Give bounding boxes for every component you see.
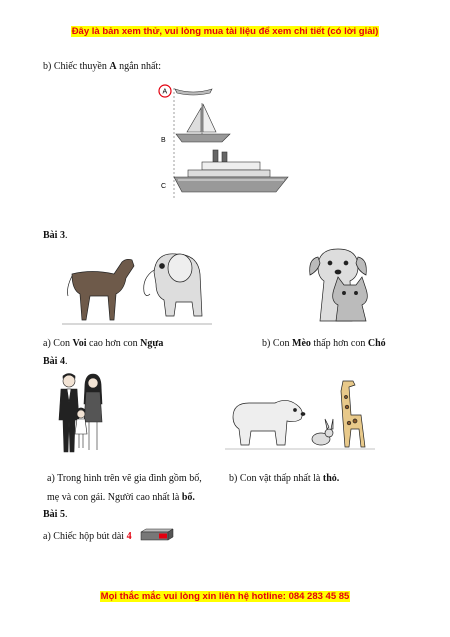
bottom-banner — [0, 590, 450, 604]
bai5-a-answer: 4 — [126, 531, 132, 542]
top-banner-text: Đây là bản xem thử, vui lòng mua tài liệu để xem chi tiết (có lời giải) — [71, 26, 379, 37]
bai3-a-animal2: Ngựa — [140, 338, 164, 349]
bai4-b-prefix: b) Con vật thấp nhất là — [229, 473, 323, 484]
bai5-title-dot: . — [64, 509, 68, 520]
pencil-case-icon — [140, 528, 174, 541]
boats-figure — [150, 80, 300, 205]
bai4-answer-b — [229, 472, 339, 485]
bai3-title — [43, 229, 67, 242]
bai4-a-line2-prefix: mẹ và con gái. Người cao nhất là — [47, 492, 182, 503]
boat-label-a: A — [162, 88, 168, 96]
bear-rabbit-giraffe-figure — [225, 377, 375, 457]
bear-icon — [233, 400, 305, 445]
bai4-title-dot: . — [64, 356, 68, 367]
boat-question-letter: A — [109, 61, 117, 72]
rabbit-icon — [312, 419, 333, 445]
bai3-answer-b — [262, 337, 386, 350]
bai4-title — [43, 355, 67, 368]
bai5-title — [43, 508, 67, 521]
bai4-answer-a-line2 — [47, 491, 195, 504]
bai4-a-answer: bố. — [181, 492, 195, 503]
bai3-a-middle: cao hơn con — [86, 338, 141, 349]
horse-icon — [68, 259, 135, 320]
bottom-banner-text: Mọi thắc mắc vui lòng xin liên hệ hotline: 084 283 45 85 — [100, 591, 350, 602]
giraffe-icon — [341, 381, 365, 447]
top-banner — [0, 25, 450, 39]
bai3-a-prefix: a) Con — [43, 338, 73, 349]
bai4-title-text: Bài 4 — [43, 356, 65, 367]
dog-cat-figure — [300, 245, 385, 325]
canoe-a-icon — [175, 89, 212, 95]
bai3-b-prefix: b) Con — [262, 338, 292, 349]
mother-icon — [84, 374, 102, 450]
daughter-icon — [75, 408, 87, 448]
bai4-answer-a-line1: a) Trong hình trên vẽ gia đình gồm bố, — [47, 473, 202, 484]
bai4-b-answer: thỏ. — [322, 473, 340, 484]
bai5-title-text: Bài 5 — [43, 509, 65, 520]
bai3-b-animal2: Chó — [367, 338, 386, 349]
elephant-icon — [144, 254, 202, 316]
ship-c-icon — [174, 150, 288, 192]
boat-label-c: C — [161, 183, 167, 190]
bai3-title-dot: . — [64, 230, 68, 241]
boat-question-prefix: b) Chiếc thuyền — [43, 61, 110, 72]
bai3-answer-a — [43, 337, 163, 350]
bai3-b-middle: thấp hơn con — [310, 338, 368, 349]
boat-label-b: B — [161, 137, 166, 144]
horse-elephant-figure — [62, 244, 212, 330]
boat-question-suffix: ngắn nhất: — [116, 61, 162, 72]
bai3-a-animal1: Voi — [72, 338, 87, 349]
bai3-b-animal1: Mèo — [292, 338, 311, 349]
bai3-title-text: Bài 3 — [43, 230, 65, 241]
sailboat-b-icon — [176, 103, 230, 142]
father-icon — [59, 374, 79, 453]
family-figure — [55, 372, 110, 454]
boat-question — [43, 60, 161, 73]
bai5-a-prefix: a) Chiếc hộp bút dài — [43, 531, 127, 542]
